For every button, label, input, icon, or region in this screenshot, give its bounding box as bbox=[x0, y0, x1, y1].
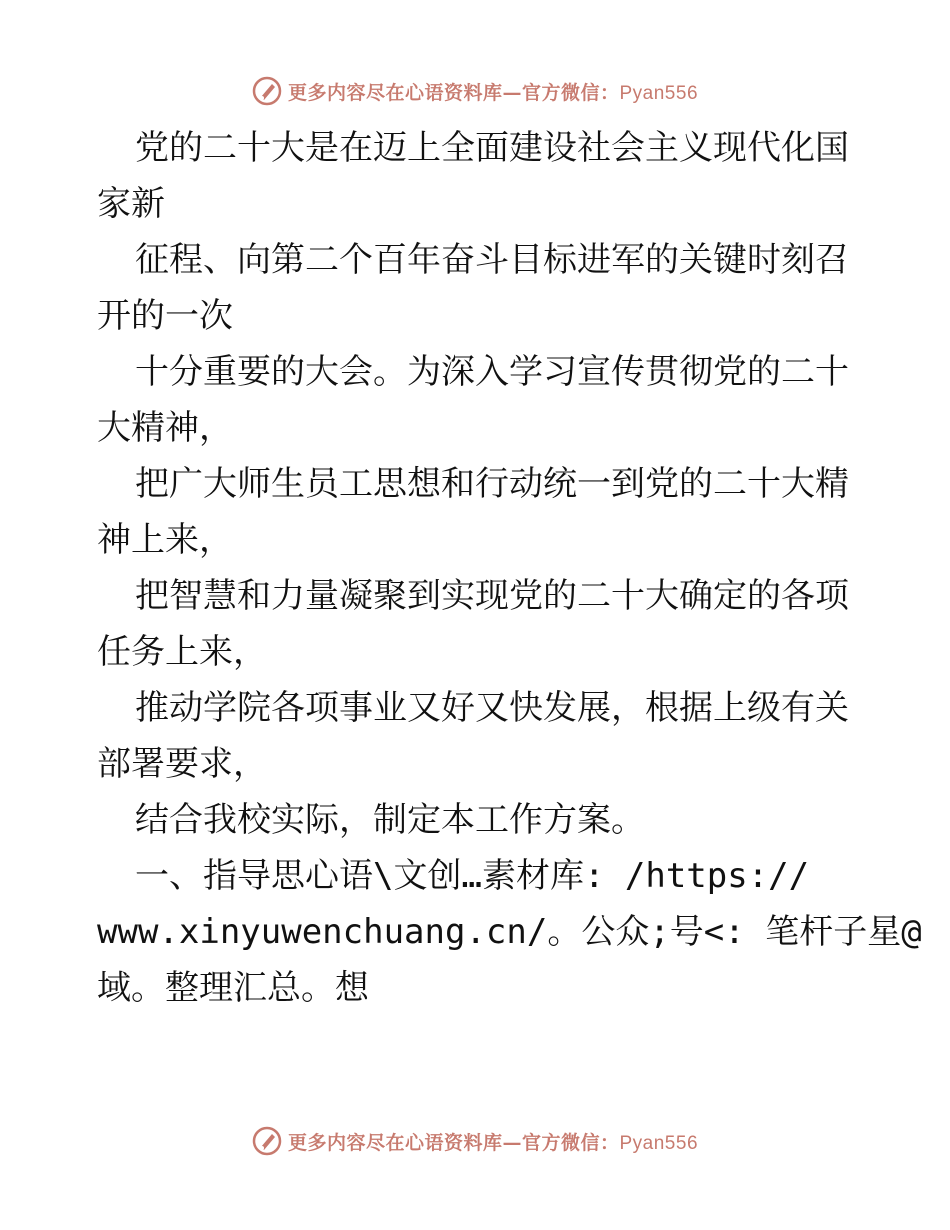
banner-slogan: 更多内容尽在心语资料库—官方微信： bbox=[287, 1131, 620, 1154]
text-line: 把广大师生员工思想和行动统一到党的二十大精 bbox=[135, 464, 849, 504]
banner-wechat-id: Pyan556 bbox=[619, 1132, 699, 1154]
text-line: 十分重要的大会。为深入学习宣传贯彻党的二十 bbox=[135, 352, 849, 392]
text-line: 家新 bbox=[97, 184, 165, 224]
text-line: 大精神， bbox=[97, 408, 233, 448]
text-line: 把智慧和力量凝聚到实现党的二十大确定的各项 bbox=[135, 576, 849, 616]
banner-text bbox=[288, 78, 698, 105]
text-line: 推动学院各项事业又好又快发展，根据上级有关 bbox=[135, 688, 849, 728]
header-banner bbox=[0, 71, 950, 111]
banner-text bbox=[288, 1128, 698, 1155]
document-body bbox=[97, 120, 922, 1016]
pen-logo-icon bbox=[252, 76, 282, 106]
banner-wechat-id: Pyan556 bbox=[619, 82, 699, 104]
banner-slogan: 更多内容尽在心语资料库—官方微信： bbox=[287, 81, 620, 104]
text-line: 部署要求， bbox=[97, 744, 267, 784]
text-line: 党的二十大是在迈上全面建设社会主义现代化国 bbox=[135, 128, 849, 168]
text-line: 开的一次 bbox=[97, 296, 233, 336]
text-line: 域。整理汇总。想 bbox=[97, 968, 369, 1008]
pen-logo-icon bbox=[252, 1126, 282, 1156]
text-line: 任务上来， bbox=[97, 632, 267, 672]
text-line: 一、指导思心语\文创…素材库: /https:// bbox=[135, 856, 810, 896]
text-line: 征程、向第二个百年奋斗目标进军的关键时刻召 bbox=[135, 240, 849, 280]
footer-banner bbox=[0, 1121, 950, 1161]
text-line: www.xinyuwenchuang.cn/。公众;号<: 笔杆子星@ bbox=[97, 912, 922, 952]
text-line: 神上来， bbox=[97, 520, 233, 560]
text-line: 结合我校实际，制定本工作方案。 bbox=[135, 800, 645, 840]
